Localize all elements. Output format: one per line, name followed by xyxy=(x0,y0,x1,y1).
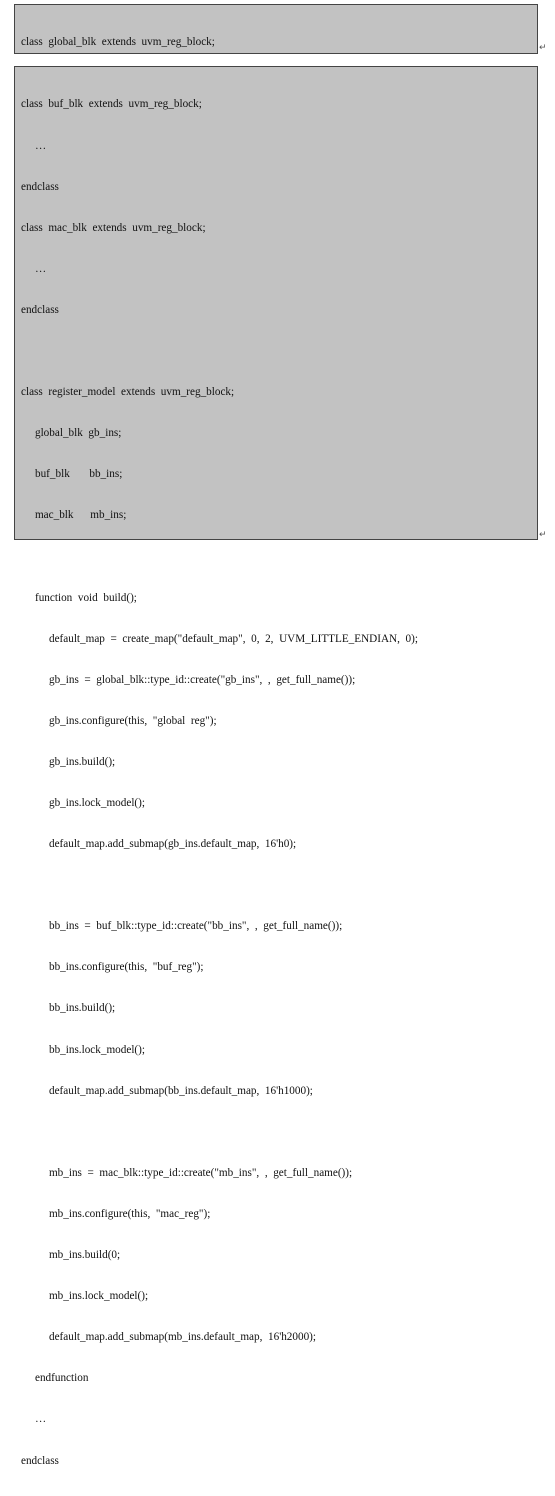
code-line: class register_model extends uvm_reg_block; xyxy=(21,386,235,399)
code-line: gb_ins = global_blk::type_id::create("gb_ins", , get_full_name()); xyxy=(21,673,356,686)
code-line: endclass xyxy=(21,1454,59,1467)
code-line: function void build(); xyxy=(21,591,137,604)
code-line: bb_ins.lock_model(); xyxy=(21,1043,145,1056)
code-line: global_blk gb_ins; xyxy=(21,427,122,440)
paragraph-mark-icon: ↵ xyxy=(539,530,547,540)
code-line: … xyxy=(21,1413,47,1426)
code-text xyxy=(21,71,418,1496)
code-line xyxy=(21,1126,418,1140)
code-line: default_map.add_submap(bb_ins.default_map, 16'h1000); xyxy=(21,1084,313,1097)
code-block-global-blk xyxy=(14,4,538,54)
code-line: default_map = create_map("default_map", 0, 2, UVM_LITTLE_ENDIAN, 0); xyxy=(21,632,418,645)
code-line: mac_blk mb_ins; xyxy=(21,509,127,522)
code-line xyxy=(21,345,418,359)
paragraph-mark-icon: ↵ xyxy=(539,43,547,53)
code-block-register-model xyxy=(14,66,538,1467)
code-line: mb_ins.build(0; xyxy=(21,1249,121,1262)
code-line: buf_blk bb_ins; xyxy=(21,468,123,481)
code-line: gb_ins.build(); xyxy=(21,755,116,768)
code-line xyxy=(21,550,418,564)
code-line: endclass xyxy=(21,303,59,316)
code-line: bb_ins.build(); xyxy=(21,1002,116,1015)
code-line: … xyxy=(21,262,47,275)
code-line: bb_ins = buf_blk::type_id::create("bb_ins", , get_full_name()); xyxy=(21,920,343,933)
code-line: class buf_blk extends uvm_reg_block; xyxy=(21,98,202,111)
code-line: mb_ins.configure(this, "mac_reg"); xyxy=(21,1207,211,1220)
code-line: endclass xyxy=(21,180,59,193)
code-line: mb_ins = mac_blk::type_id::create("mb_ins", , get_full_name()); xyxy=(21,1166,353,1179)
code-line: class global_blk extends uvm_reg_block; xyxy=(21,36,215,49)
code-line: default_map.add_submap(mb_ins.default_map, 16'h2000); xyxy=(21,1331,317,1344)
code-line: … xyxy=(21,139,47,152)
code-line: class mac_blk extends uvm_reg_block; xyxy=(21,221,206,234)
code-line: endfunction xyxy=(21,1372,89,1385)
code-line: bb_ins.configure(this, "buf_reg"); xyxy=(21,961,204,974)
code-line: mb_ins.lock_model(); xyxy=(21,1290,149,1303)
code-line: gb_ins.configure(this, "global reg"); xyxy=(21,714,217,727)
code-line: default_map.add_submap(gb_ins.default_map, 16'h0); xyxy=(21,838,297,851)
code-line xyxy=(21,879,418,893)
code-line: gb_ins.lock_model(); xyxy=(21,797,145,809)
